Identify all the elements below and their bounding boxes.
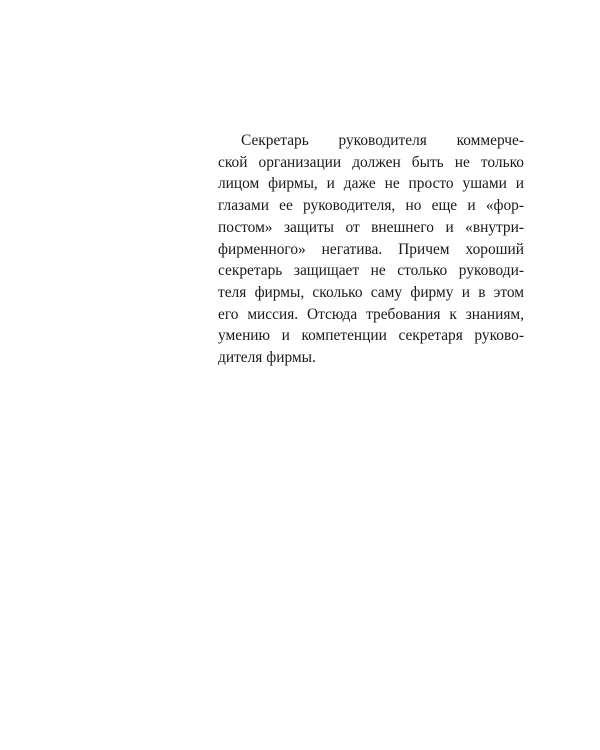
paragraph-line-4: глазами ее руководителя, но еще и «фор- (218, 197, 524, 215)
paragraph-line-5: постом» защиты от внешнего и «внутри- (218, 218, 524, 236)
paragraph-line-6: фирменного» негатива. Причем хороший (218, 240, 524, 258)
body-paragraph (218, 130, 524, 369)
paragraph-line-8: теля фирмы, сколько саму фирму и в этом (218, 283, 524, 301)
paragraph-line-10: умению и компетенции секретаря руково- (218, 327, 524, 345)
paragraph-line-2: ской организации должен быть не только (218, 153, 524, 171)
paragraph-line-3: лицом фирмы, и даже не просто ушами и (218, 175, 524, 193)
paragraph-line-7: секретарь защищает не столько руководи- (218, 262, 524, 280)
paragraph-line-11: дителя фирмы. (218, 349, 316, 367)
paragraph-line-1: Секретарь руководителя коммерче- (241, 132, 524, 149)
paragraph-line-9: его миссия. Отсюда требования к знаниям, (218, 305, 524, 323)
